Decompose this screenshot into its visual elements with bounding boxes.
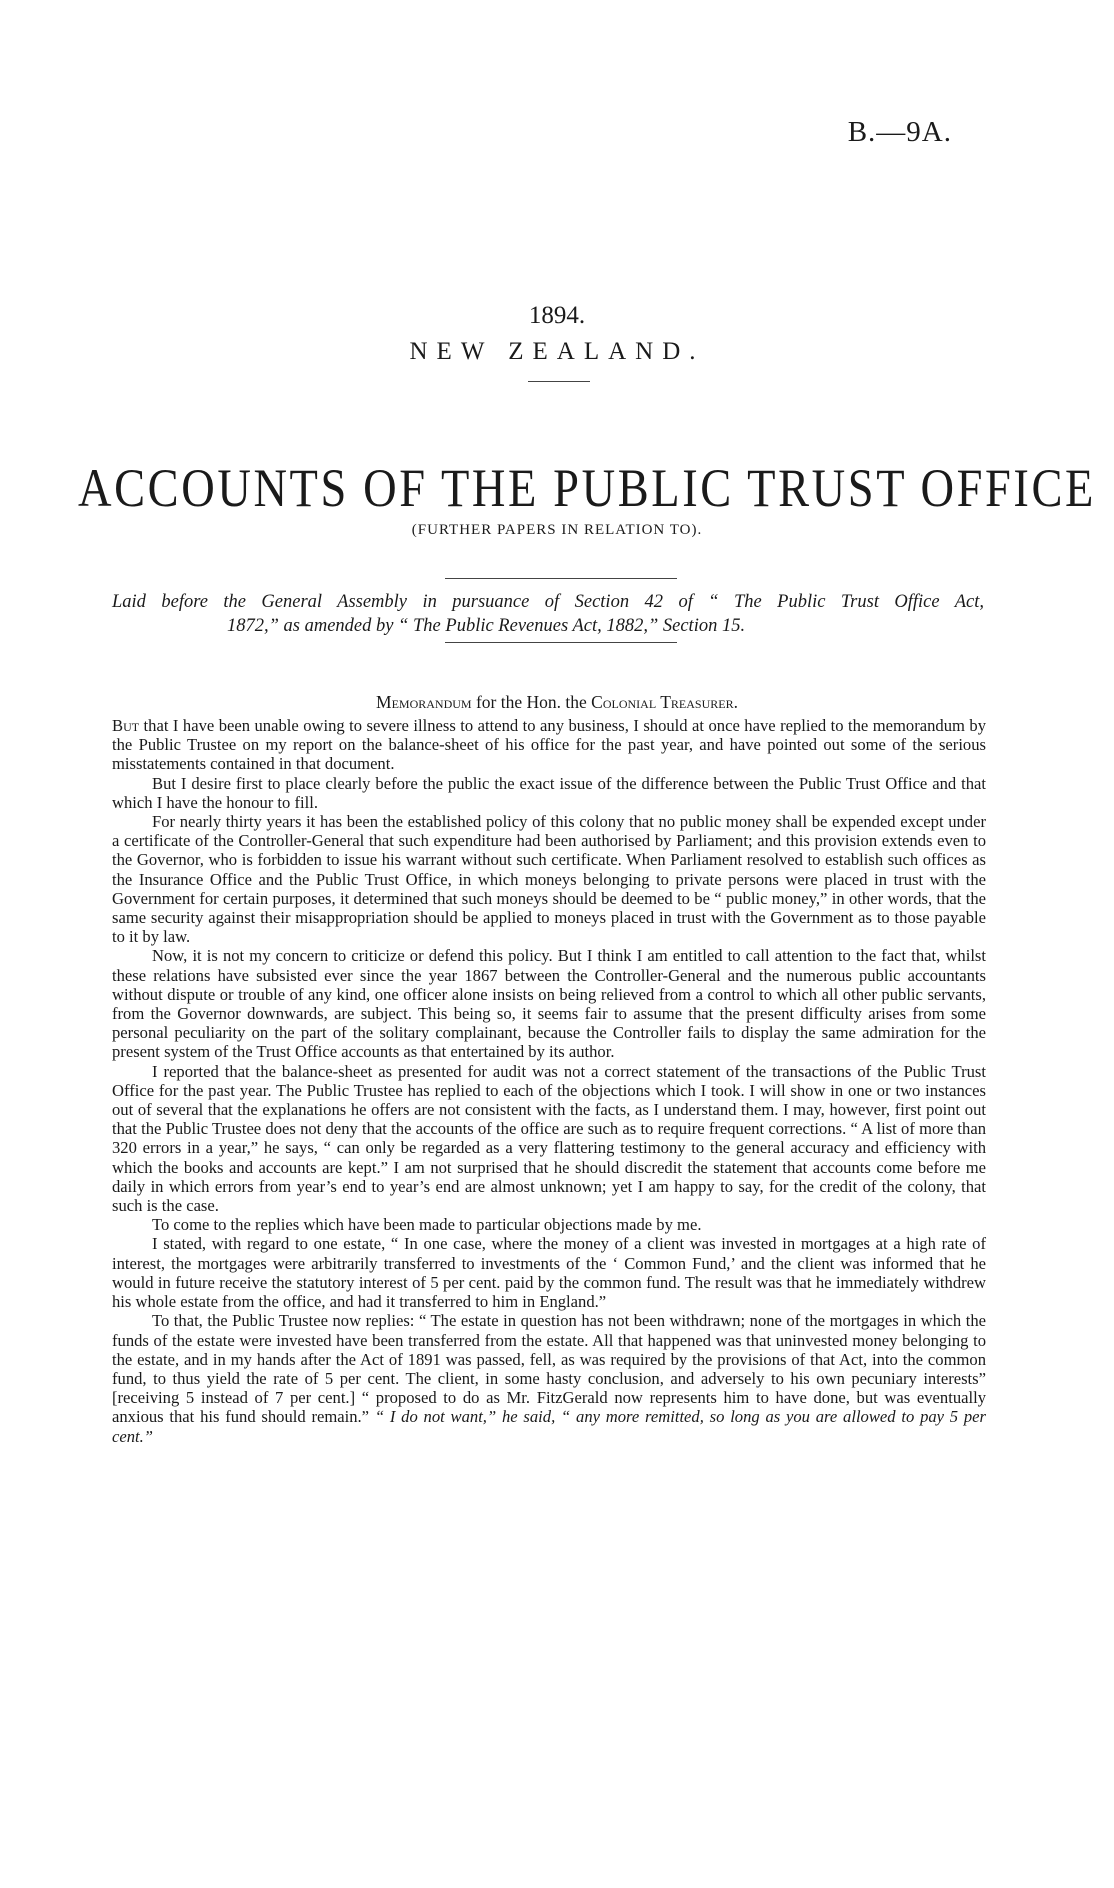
memorandum-heading — [0, 692, 1114, 713]
memo-head-middle: for the Hon. the — [471, 692, 592, 712]
laid-line-2: 1872,” as amended by “ The Public Revenues Act, 1882,” Section 15. — [227, 616, 746, 636]
paragraph-3: For nearly thirty years it has been the established policy of this colony that no public money shall be expended except under a certificate of the Controller-General that such expenditure had been authorised by Parliament; and this provision extends even to the Governor, who is forbidden to issue his warrant without such certificate. When Parliament resolved to establish such offices as the Insurance Office and the Public Trust Office, in which moneys belonging to private persons were placed in trust with the Government for certain purposes, it determined that such moneys should be deemed to be “ public money,” in other words, that the same security against their misappropriation should be applied to moneys placed in trust with the Government as to those payable to it by law. — [112, 812, 986, 947]
memo-head-end: . — [733, 692, 738, 712]
country-heading: NEW ZEALAND. — [409, 338, 705, 365]
paragraph-8 — [112, 1311, 986, 1445]
paragraph-6: To come to the replies which have been made to particular objections made by me. — [152, 1215, 702, 1235]
paragraph-8-quote: “ I do not want,” he said, “ any more remitted, so long as you are allowed to pay 5 per cent.” — [112, 1407, 987, 1446]
laid-line-1: Laid before the General Assembly in pursuance of Section 42 of “ The Public Trust Office Act, — [112, 592, 984, 612]
paper-reference: B.—9A. — [847, 116, 952, 148]
document-subtitle: (FURTHER PAPERS IN RELATION TO). — [411, 522, 703, 538]
paragraph-8-text: To that, the Public Trustee now replies: “ The estate in question has not been withdrawn; none of the mortgages in which the funds of the estate were invested have been transferred from the estate. All that happened was that uninvested money belonging to the estate, and in my hands after the Act of 1891 was passed, fell, as was required by the provisions of that Act, into the common fund, to thus yield the rate of 5 per cent. The client, in some hasty conclusion, and adversely to his own pecuniary interests” [receiving 5 instead of 7 per cent.] “ proposed to do as Mr. FitzGerald now represents him to have done, but was eventually anxious that his fund should remain.” — [112, 1311, 986, 1427]
year: 1894. — [528, 302, 586, 329]
divider-laid-top — [445, 578, 677, 579]
paragraph-4: Now, it is not my concern to criticize or defend this policy. But I think I am entitled to call attention to the fact that, whilst these relations have subsisted ever since the year 1867 between the Controller-General and the numerous public accountants without dispute or trouble of any kind, one officer alone insists on being relieved from a control to which all other public servants, from the Governor downwards, are subject. This being so, it seems fair to assume that the present difficulty arises from some personal peculiarity on the part of the solitary complainant, because the Controller fails to display the same admiration for the present system of the Trust Office accounts as that entertained by its author. — [112, 946, 986, 1062]
paragraph-5: I reported that the balance-sheet as presented for audit was not a correct statement of the transactions of the Public Trust Office for the past year. The Public Trustee has replied to each of the objections which I took. I will show in one or two instances out of several that the explanations he offers are not consistent with the facts, as I understand them. I may, however, first point out that the Public Trustee does not deny that the accounts of the office are such as to require frequent corrections. “ A list of more than 320 errors in a year,” he says, “ can only be regarded as a very flattering testimony to the general accuracy and efficiency with which the books and accounts are kept.” I am not surprised that he should discredit the statement that accounts come before me daily in which errors from year’s end to year’s end are almost unknown; yet I am happy to say, for the credit of the colony, that such is the case. — [112, 1061, 986, 1216]
paragraph-1-text: that I have been unable owing to severe illness to attend to any business, I should at once have replied to the memorandum by the Public Trustee on my report on the balance-sheet of his office for the past year, and have pointed out some of the serious misstatements contained in that document. — [112, 716, 986, 774]
paragraph-1-lead: But — [112, 716, 140, 735]
divider-laid-bottom — [445, 642, 677, 643]
divider-short — [528, 381, 590, 382]
memo-head-recipient: Colonial Treasurer — [591, 692, 734, 712]
document-title: ACCOUNTS OF THE PUBLIC TRUST OFFICE — [77, 458, 1096, 518]
memorandum-body — [112, 716, 986, 1446]
paragraph-1 — [112, 716, 986, 774]
laid-before-statement — [112, 590, 984, 638]
memo-head-word: Memorandum — [376, 692, 472, 712]
paragraph-2: But I desire first to place clearly before the public the exact issue of the difference between the Public Trust Office and that which I have the honour to fill. — [112, 773, 986, 812]
paragraph-7: I stated, with regard to one estate, “ In one case, where the money of a client was invested in mortgages at a high rate of interest, the mortgages were arbitrarily transferred to investments of the ‘ Common Fund,’ and the client was informed that he would in future receive the statutory interest of 5 per cent. paid by the common fund. The result was that he immediately withdrew his whole estate from the office, and had it transferred to him in England.” — [112, 1234, 986, 1312]
